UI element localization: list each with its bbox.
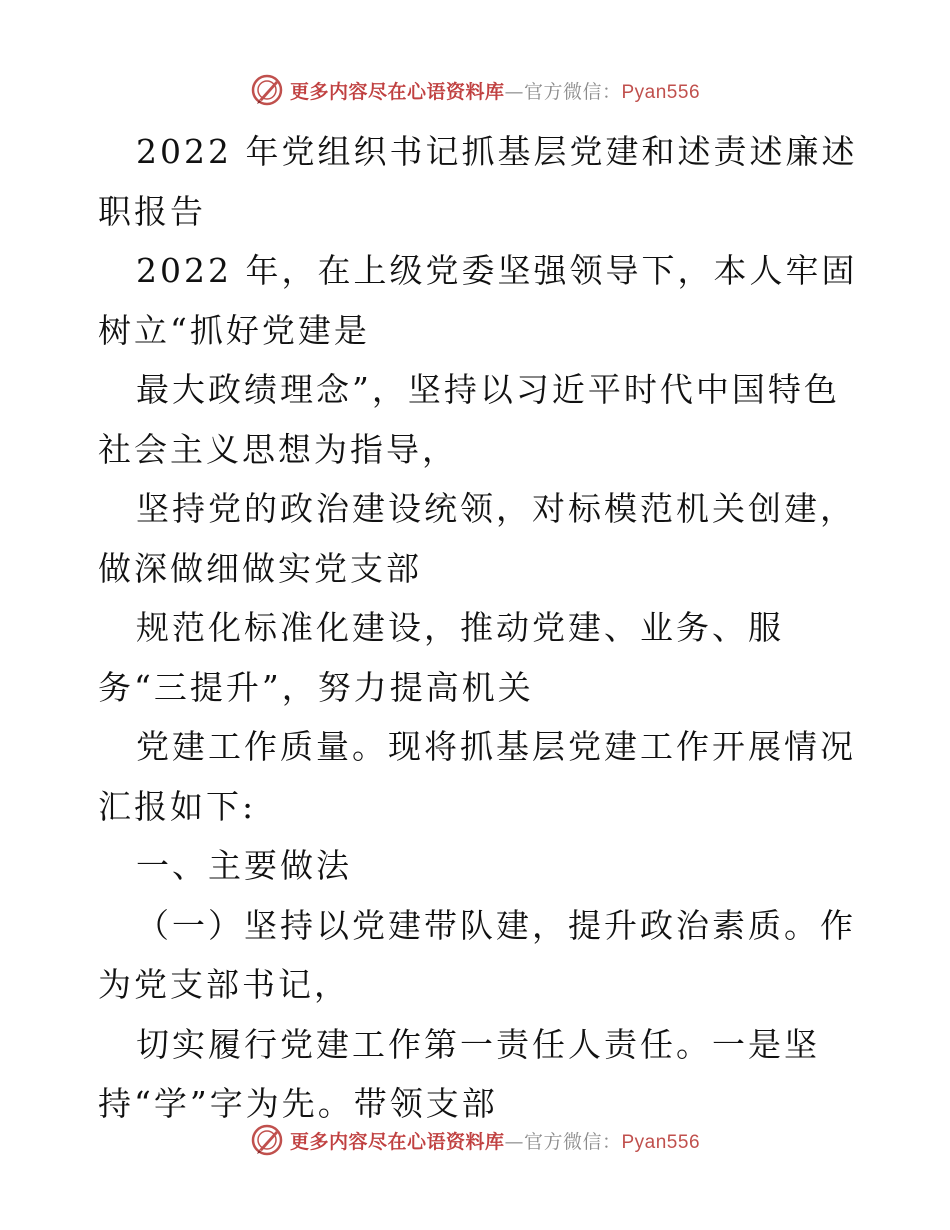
header-separator: — — [504, 80, 524, 103]
paragraph-8: 切实履行党建工作第一责任人责任。一是坚持“学”字为先。带领支部 — [98, 1024, 820, 1123]
paragraph-3: 坚持党的政治建设统领，对标模范机关创建，做深做细做实党支部 — [98, 489, 856, 588]
footer-wechat-id: Pyan556 — [621, 1131, 701, 1153]
header-official-label: 官方微信： — [523, 80, 622, 103]
footer-watermark-banner — [0, 1120, 950, 1160]
header-watermark-banner — [0, 70, 950, 110]
quill-logo-icon — [250, 73, 284, 107]
paragraph-5: 党建工作质量。现将抓基层党建工作开展情况汇报如下: — [98, 727, 856, 826]
footer-brand-text: 更多内容尽在心语资料库 — [289, 1130, 505, 1153]
section-heading-main-practices: 一、主要做法 — [136, 846, 352, 885]
footer-banner-inner — [250, 1123, 700, 1157]
footer-banner-text — [290, 1127, 700, 1154]
document-body — [98, 122, 858, 1134]
footer-separator: — — [504, 1130, 524, 1153]
header-brand-text: 更多内容尽在心语资料库 — [289, 80, 505, 103]
header-banner-inner — [250, 73, 700, 107]
paragraph-2: 最大政绩理念”，坚持以习近平时代中国特色社会主义思想为指导， — [98, 370, 840, 469]
quill-logo-icon — [250, 1123, 284, 1157]
paragraph-1: 2022 年，在上级党委坚强领导下，本人牢固树立“抓好党建是 — [98, 251, 858, 350]
document-title: 2022 年党组织书记抓基层党建和述责述廉述职报告 — [98, 132, 858, 231]
footer-official-label: 官方微信： — [523, 1130, 622, 1153]
paragraph-4: 规范化标准化建设，推动党建、业务、服务“三提升”，努力提高机关 — [98, 608, 784, 707]
header-banner-text — [290, 77, 700, 104]
subsection-heading-1: （一）坚持以党建带队建，提升政治素质。作为党支部书记， — [98, 905, 856, 1004]
header-wechat-id: Pyan556 — [621, 81, 701, 103]
